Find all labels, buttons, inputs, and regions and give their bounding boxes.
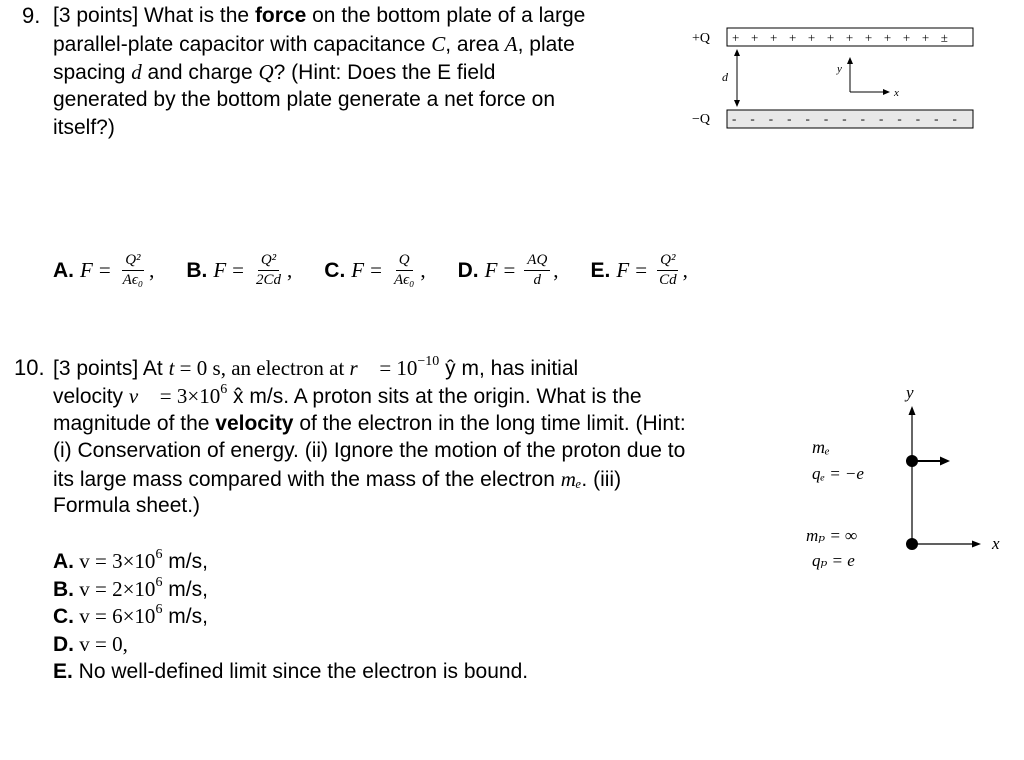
- y-axis-label: y: [837, 63, 842, 75]
- q10-number: 10.: [14, 355, 45, 380]
- q9-number: 9.: [22, 3, 41, 28]
- x-axis-label: x: [894, 87, 899, 99]
- bottom-plate-signs: - - - - - - - - - - - - -: [732, 111, 963, 126]
- electron-proton-diagram: [790, 378, 1010, 578]
- proton-dot: [906, 538, 918, 550]
- q10-answer-b[interactable]: B. $v = 2\times 10^6$ m/s,: [53, 574, 208, 601]
- proton-charge-label: qₚ = e: [812, 551, 855, 570]
- q10-line-5: its large mass compared with the mass of the electron mₑ. (iii): [53, 467, 622, 491]
- x-axis-label: x: [992, 534, 1000, 553]
- q10-line-6: Formula sheet.): [53, 494, 201, 517]
- q10-answer-a[interactable]: A. $v = 3\times 10^6$ m/s,: [53, 547, 208, 573]
- q9-choice-c[interactable]: C. F = $\frac{Q}{\text{Aϵ₀}}$ ,: [324, 252, 426, 288]
- q9-line-3: spacing d and charge Q? (Hint: Does the E field: [53, 60, 496, 84]
- q9-line-1: [3 points] What is the force on the bottom plate of a large: [53, 4, 586, 27]
- q10-line-3: magnitude of the velocity of the electron in the long time limit. (Hint:: [53, 412, 686, 435]
- spacing-label: d: [722, 70, 728, 84]
- q9-choice-d[interactable]: D. F = $\frac{AQ}{d}$ ,: [457, 252, 559, 288]
- q10-line-1: [3 points] At t = 0 s, an electron at r⃗ = $10^{-10}$ ŷ m, has initial: [53, 354, 579, 380]
- bottom-charge-label: −Q: [692, 112, 711, 127]
- q9-choice-b[interactable]: B. F = $\frac{\text{Q²}}{2Cd}$ ,: [186, 252, 293, 288]
- y-axis-label: y: [906, 383, 914, 402]
- capacitor-diagram: [680, 20, 980, 140]
- q9-choice-a[interactable]: A. F = $\frac{\text{Q²}}{\text{Aϵ₀}}$ ,: [53, 252, 155, 288]
- electron-charge-label: qₑ = −e: [812, 464, 864, 483]
- q10-line-4: (i) Conservation of energy. (ii) Ignore the motion of the proton due to: [53, 439, 686, 462]
- proton-mass-label: mₚ = ∞: [806, 526, 858, 545]
- q10-answer-c[interactable]: C. $v = 6\times 10^6$ m/s,: [53, 602, 208, 628]
- q10-answers: [53, 548, 528, 686]
- q9-line-4: generated by the bottom plate generate a net force on: [53, 88, 556, 111]
- q9-choice-e[interactable]: E. F = $\frac{\text{Q²}}{Cd}$ ,: [590, 252, 688, 288]
- q10-line-2: velocity v⃗ = $3\times 10^6$ x̂ m/s. A proton sits at the origin. What is the: [53, 382, 642, 408]
- q9-line-2: parallel-plate capacitor with capacitance C, area A, plate: [53, 32, 575, 56]
- electron-mass-label: mₑ: [812, 437, 830, 457]
- top-plate-signs: + + + + + + + + + + + ±: [732, 30, 953, 45]
- q9-line-5: itself?): [53, 116, 115, 139]
- q9-choices: [53, 252, 720, 289]
- top-charge-label: +Q: [692, 31, 711, 46]
- q10-answer-e[interactable]: E. No well-defined limit since the electron is bound.: [53, 660, 529, 683]
- q10-answer-d[interactable]: D. v = 0,: [53, 631, 128, 656]
